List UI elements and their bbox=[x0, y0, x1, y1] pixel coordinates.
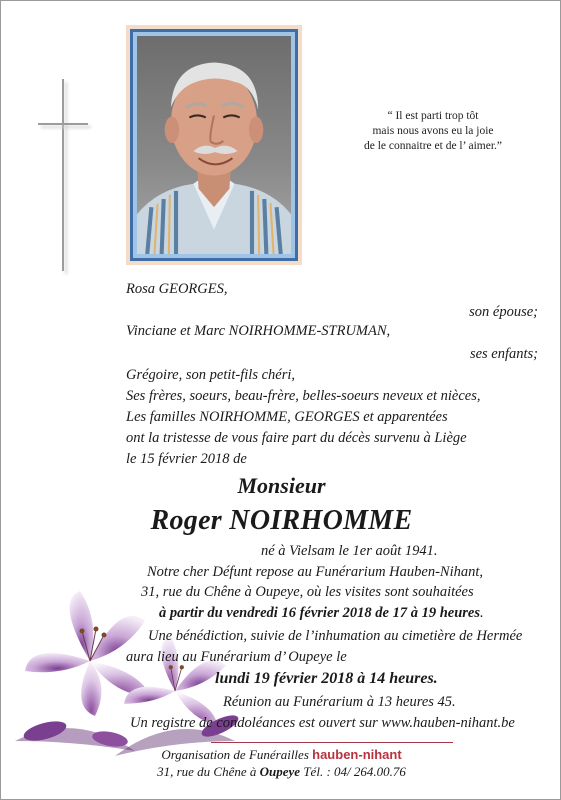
announce-line: ont la tristesse de vous faire part du décès survenu à Liège bbox=[126, 430, 467, 446]
portrait-photo bbox=[137, 36, 291, 254]
children-names: Vinciane et Marc NOIRHOMME-STRUMAN, bbox=[126, 323, 391, 339]
visits-dates: à partir du vendredi 16 février 2018 de 17 à 19 heures bbox=[159, 605, 480, 621]
meeting-line: Réunion au Funérarium à 13 heures 45. bbox=[223, 694, 456, 710]
blessing-line: Une bénédiction, suivie de l’inhumation au cimetière de Hermée bbox=[148, 628, 523, 644]
footer-divider bbox=[211, 742, 453, 743]
birth-line: né à Vielsam le 1er août 1941. bbox=[261, 543, 438, 559]
brand-logo: hauben-nihant bbox=[312, 747, 402, 762]
rest-line: Notre cher Défunt repose au Funérarium Hauben-Nihant, bbox=[147, 564, 484, 580]
ceremony-date: lundi 19 février 2018 à 14 heures. bbox=[215, 670, 438, 687]
memorial-quote: “ Il est parti trop tôt mais nous avons eu la joie de le connaitre et de l’ aimer.” bbox=[363, 110, 503, 152]
siblings-line: Ses frères, soeurs, beau-frère, belles-soeurs neveux et nièces, bbox=[126, 388, 481, 404]
cross-icon-vertical bbox=[62, 79, 64, 271]
portrait-image bbox=[137, 36, 291, 254]
deceased-name: Roger NOIRHOMME bbox=[150, 505, 413, 536]
location-line: aura lieu au Funérarium d’ Oupeye le bbox=[126, 649, 347, 665]
spouse-name: Rosa GEORGES, bbox=[126, 281, 228, 297]
spouse-role: son épouse; bbox=[469, 304, 538, 320]
deceased-title: Monsieur bbox=[237, 473, 326, 498]
date-line: le 15 février 2018 de bbox=[126, 451, 247, 467]
footer-organisation: Organisation de Funérailles hauben-nihant bbox=[161, 747, 402, 762]
grandson-line: Grégoire, son petit-fils chéri, bbox=[126, 367, 296, 383]
portrait-frame bbox=[126, 25, 302, 265]
families-line: Les familles NOIRHOMME, GEORGES et apparentées bbox=[126, 409, 448, 425]
cross-icon-horizontal bbox=[38, 123, 88, 125]
children-role: ses enfants; bbox=[469, 346, 538, 362]
register-line: Un registre de condoléances est ouvert sur www.hauben-nihant.be bbox=[130, 715, 515, 731]
address-line: 31, rue du Chêne à Oupeye, où les visites sont souhaitées bbox=[141, 584, 474, 600]
footer-address: 31, rue du Chêne à Oupeye Tél. : 04/ 264.00.76 bbox=[157, 764, 406, 779]
visits-line: à partir du vendredi 16 février 2018 de 17 à 19 heures. bbox=[159, 605, 484, 621]
